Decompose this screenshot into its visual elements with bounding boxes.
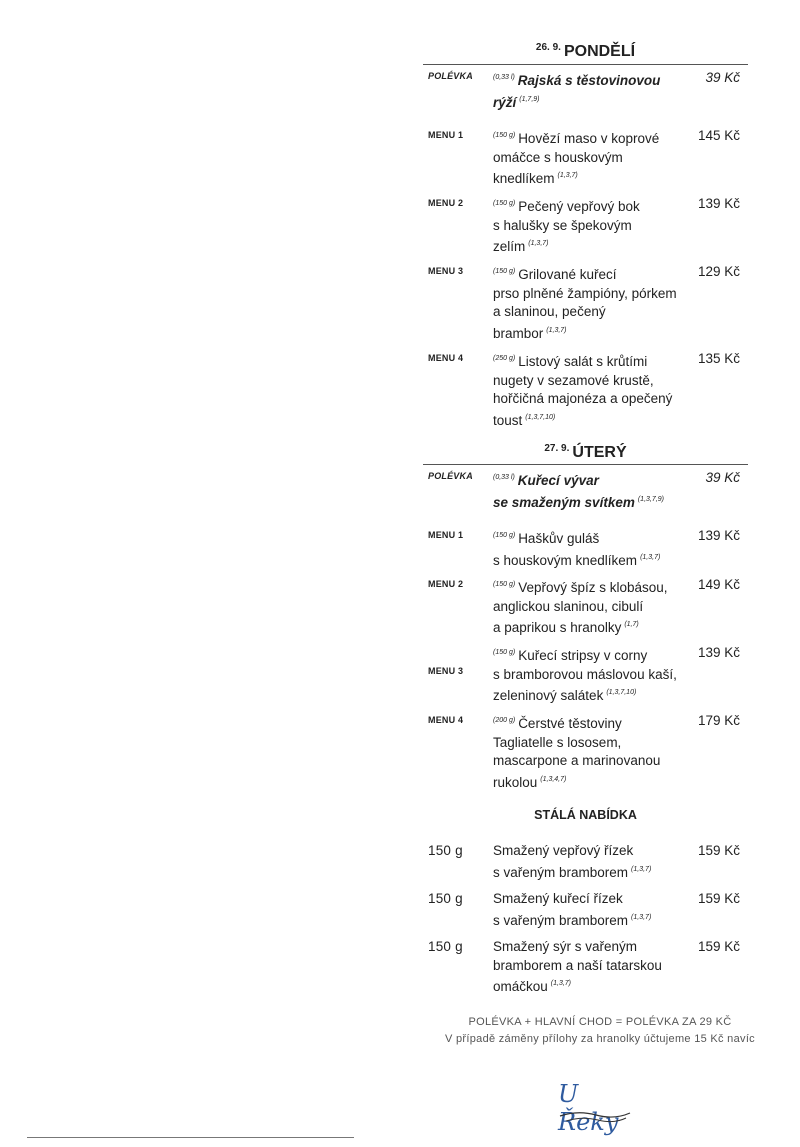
day-heading: [423, 434, 748, 464]
item-weight: (150 g): [493, 581, 516, 588]
desc-line: Hovězí maso v koprové: [518, 131, 660, 146]
item-price: 145 Kč: [697, 128, 740, 143]
logo-text: U Řeky: [558, 1080, 619, 1136]
item-price: 159 Kč: [697, 843, 740, 858]
item-allergens: (1,3,7): [528, 240, 549, 247]
item-description: [493, 576, 703, 638]
standard-item-row: [423, 842, 748, 890]
desc-line: Rajská s těstovinovou: [517, 73, 661, 88]
item-label: MENU 3: [428, 266, 464, 276]
item-description: [493, 938, 693, 997]
item-weight: (150 g): [493, 268, 516, 275]
desc-line: Kuřecí stripsy v corny: [518, 648, 648, 663]
item-allergens: (1,3,7,9): [637, 495, 664, 503]
page-divider: [27, 1137, 354, 1138]
desc-line: rukolou: [493, 774, 538, 790]
item-price: 129 Kč: [697, 264, 740, 279]
menu-row: [423, 195, 748, 263]
menu-row: [423, 644, 748, 712]
soup-row: [423, 65, 748, 127]
menu-row: [423, 712, 748, 790]
footer-promo: POLÉVKA + HLAVNÍ CHOD = POLÉVKA ZA 29 KČ: [468, 1016, 732, 1028]
desc-line: anglickou slaninou, cibulí: [493, 598, 644, 614]
menu-row: [423, 350, 748, 434]
item-price: 139 Kč: [697, 196, 740, 211]
item-allergens: (1,3,7): [546, 326, 567, 334]
menu-row: [423, 127, 748, 195]
desc-line: Haškův guláš: [518, 531, 600, 546]
desc-line: hořčičná majonéza a opečený: [493, 391, 673, 406]
item-description: [493, 69, 693, 112]
item-allergens: (1,3,7): [550, 980, 572, 987]
item-weight: (0,33 l): [493, 474, 515, 481]
desc-line: Čerstvé těstoviny: [518, 716, 622, 731]
desc-line: omáčce s houskovým: [493, 149, 623, 165]
desc-line: s bramborovou máslovou kaší,: [493, 666, 677, 682]
item-weight: (0,33 l): [493, 74, 515, 81]
item-weight: (250 g): [493, 355, 516, 362]
item-allergens: (1,3,7): [631, 913, 652, 921]
standard-item-row: [423, 938, 748, 998]
desc-line: prso plněné žampióny, pórkem: [493, 285, 677, 301]
desc-line: a slaninou, pečený: [493, 304, 606, 319]
item-allergens: (1,3,7): [631, 865, 652, 873]
item-description: [493, 263, 703, 343]
item-description: [493, 350, 703, 430]
desc-line: s houskovým knedlíkem: [493, 552, 638, 568]
desc-line: toust: [493, 412, 523, 428]
desc-line: Pečený vepřový bok: [518, 199, 640, 214]
desc-line: Smažený sýr s vařeným: [493, 939, 638, 954]
item-weight: 150 g: [428, 939, 463, 954]
day-date: 26. 9.: [535, 42, 561, 53]
item-label: MENU 4: [428, 715, 464, 725]
item-weight: (150 g): [493, 532, 516, 539]
desc-line: se smaženým svítkem: [493, 494, 635, 510]
desc-line: a paprikou s hranolky: [493, 620, 622, 635]
day-name: PONDĚLÍ: [563, 43, 636, 60]
item-label: MENU 2: [428, 579, 464, 589]
desc-line: nugety v sezamové krustě,: [493, 372, 654, 388]
desc-line: zelím: [493, 239, 526, 254]
soup-row: [423, 465, 748, 527]
item-weight: (150 g): [493, 200, 516, 207]
standard-offer-title: STÁLÁ NABÍDKA: [534, 808, 637, 822]
item-allergens: (1,7): [624, 621, 639, 628]
item-label: MENU 2: [428, 198, 464, 208]
item-weight: (150 g): [493, 132, 516, 139]
desc-line: s vařeným bramborem: [493, 864, 629, 880]
wave-icon: [548, 1080, 638, 1130]
item-price: 39 Kč: [705, 470, 740, 485]
item-label: MENU 1: [428, 130, 464, 140]
item-weight: (150 g): [493, 649, 516, 656]
item-allergens: (1,3,7,10): [606, 689, 637, 696]
item-description: [493, 890, 693, 930]
desc-line: s vařeným bramborem: [493, 912, 629, 928]
item-allergens: (1,7,9): [519, 95, 540, 103]
desc-line: Tagliatelle s lososem,: [493, 734, 622, 750]
item-description: [493, 712, 703, 792]
item-description: [493, 842, 693, 882]
item-description: [493, 527, 693, 570]
menu-row: [423, 576, 748, 644]
item-weight: (200 g): [493, 717, 516, 724]
day-name: ÚTERÝ: [572, 444, 627, 461]
item-price: 159 Kč: [697, 891, 740, 906]
item-description: [493, 644, 708, 706]
item-price: 139 Kč: [697, 645, 740, 660]
item-price: 135 Kč: [697, 351, 740, 366]
desc-line: bramborem a naší tatarskou: [493, 957, 662, 973]
standard-item-row: [423, 890, 748, 938]
desc-line: zeleninový salátek: [493, 688, 604, 703]
item-description: [493, 195, 693, 257]
menu-row: [423, 263, 748, 350]
item-allergens: (1,3,7,10): [525, 413, 556, 421]
item-weight: 150 g: [428, 891, 463, 906]
daily-menu: [423, 30, 748, 998]
item-allergens: (1,3,4,7): [540, 775, 567, 783]
item-price: 39 Kč: [705, 70, 740, 85]
item-allergens: (1,3,7): [557, 172, 578, 179]
item-price: 149 Kč: [697, 577, 740, 592]
desc-line: Kuřecí vývar: [517, 473, 599, 488]
desc-line: brambor: [493, 325, 544, 341]
footer-note: V případě záměny přílohy za hranolky účtujeme 15 Kč navíc: [445, 1033, 755, 1045]
desc-line: omáčkou: [493, 979, 548, 994]
desc-line: Listový salát s krůtími: [518, 354, 648, 369]
item-price: 159 Kč: [697, 939, 740, 954]
item-description: [493, 469, 693, 512]
item-allergens: (1,3,7): [640, 553, 661, 561]
item-description: [493, 127, 693, 189]
desc-line: s halušky se špekovým: [493, 217, 632, 233]
desc-line: knedlíkem: [493, 171, 555, 186]
desc-line: Vepřový špíz s klobásou,: [518, 580, 668, 595]
item-price: 179 Kč: [697, 713, 740, 728]
item-label: MENU 3: [428, 666, 464, 676]
menu-row: [423, 527, 748, 576]
desc-line: rýží: [493, 94, 517, 110]
item-label: POLÉVKA: [428, 471, 473, 481]
item-price: 139 Kč: [697, 528, 740, 543]
desc-line: Smažený kuřecí řízek: [493, 891, 623, 906]
item-label: POLÉVKA: [428, 71, 473, 81]
day-date: 27. 9.: [544, 443, 570, 454]
item-label: MENU 4: [428, 353, 464, 363]
desc-line: mascarpone a marinovanou: [493, 753, 661, 768]
restaurant-logo: [548, 1080, 638, 1136]
item-label: MENU 1: [428, 530, 464, 540]
day-heading: [423, 30, 748, 64]
desc-line: Smažený vepřový řízek: [493, 843, 634, 858]
desc-line: Grilované kuřecí: [518, 267, 617, 282]
item-weight: 150 g: [428, 843, 463, 858]
